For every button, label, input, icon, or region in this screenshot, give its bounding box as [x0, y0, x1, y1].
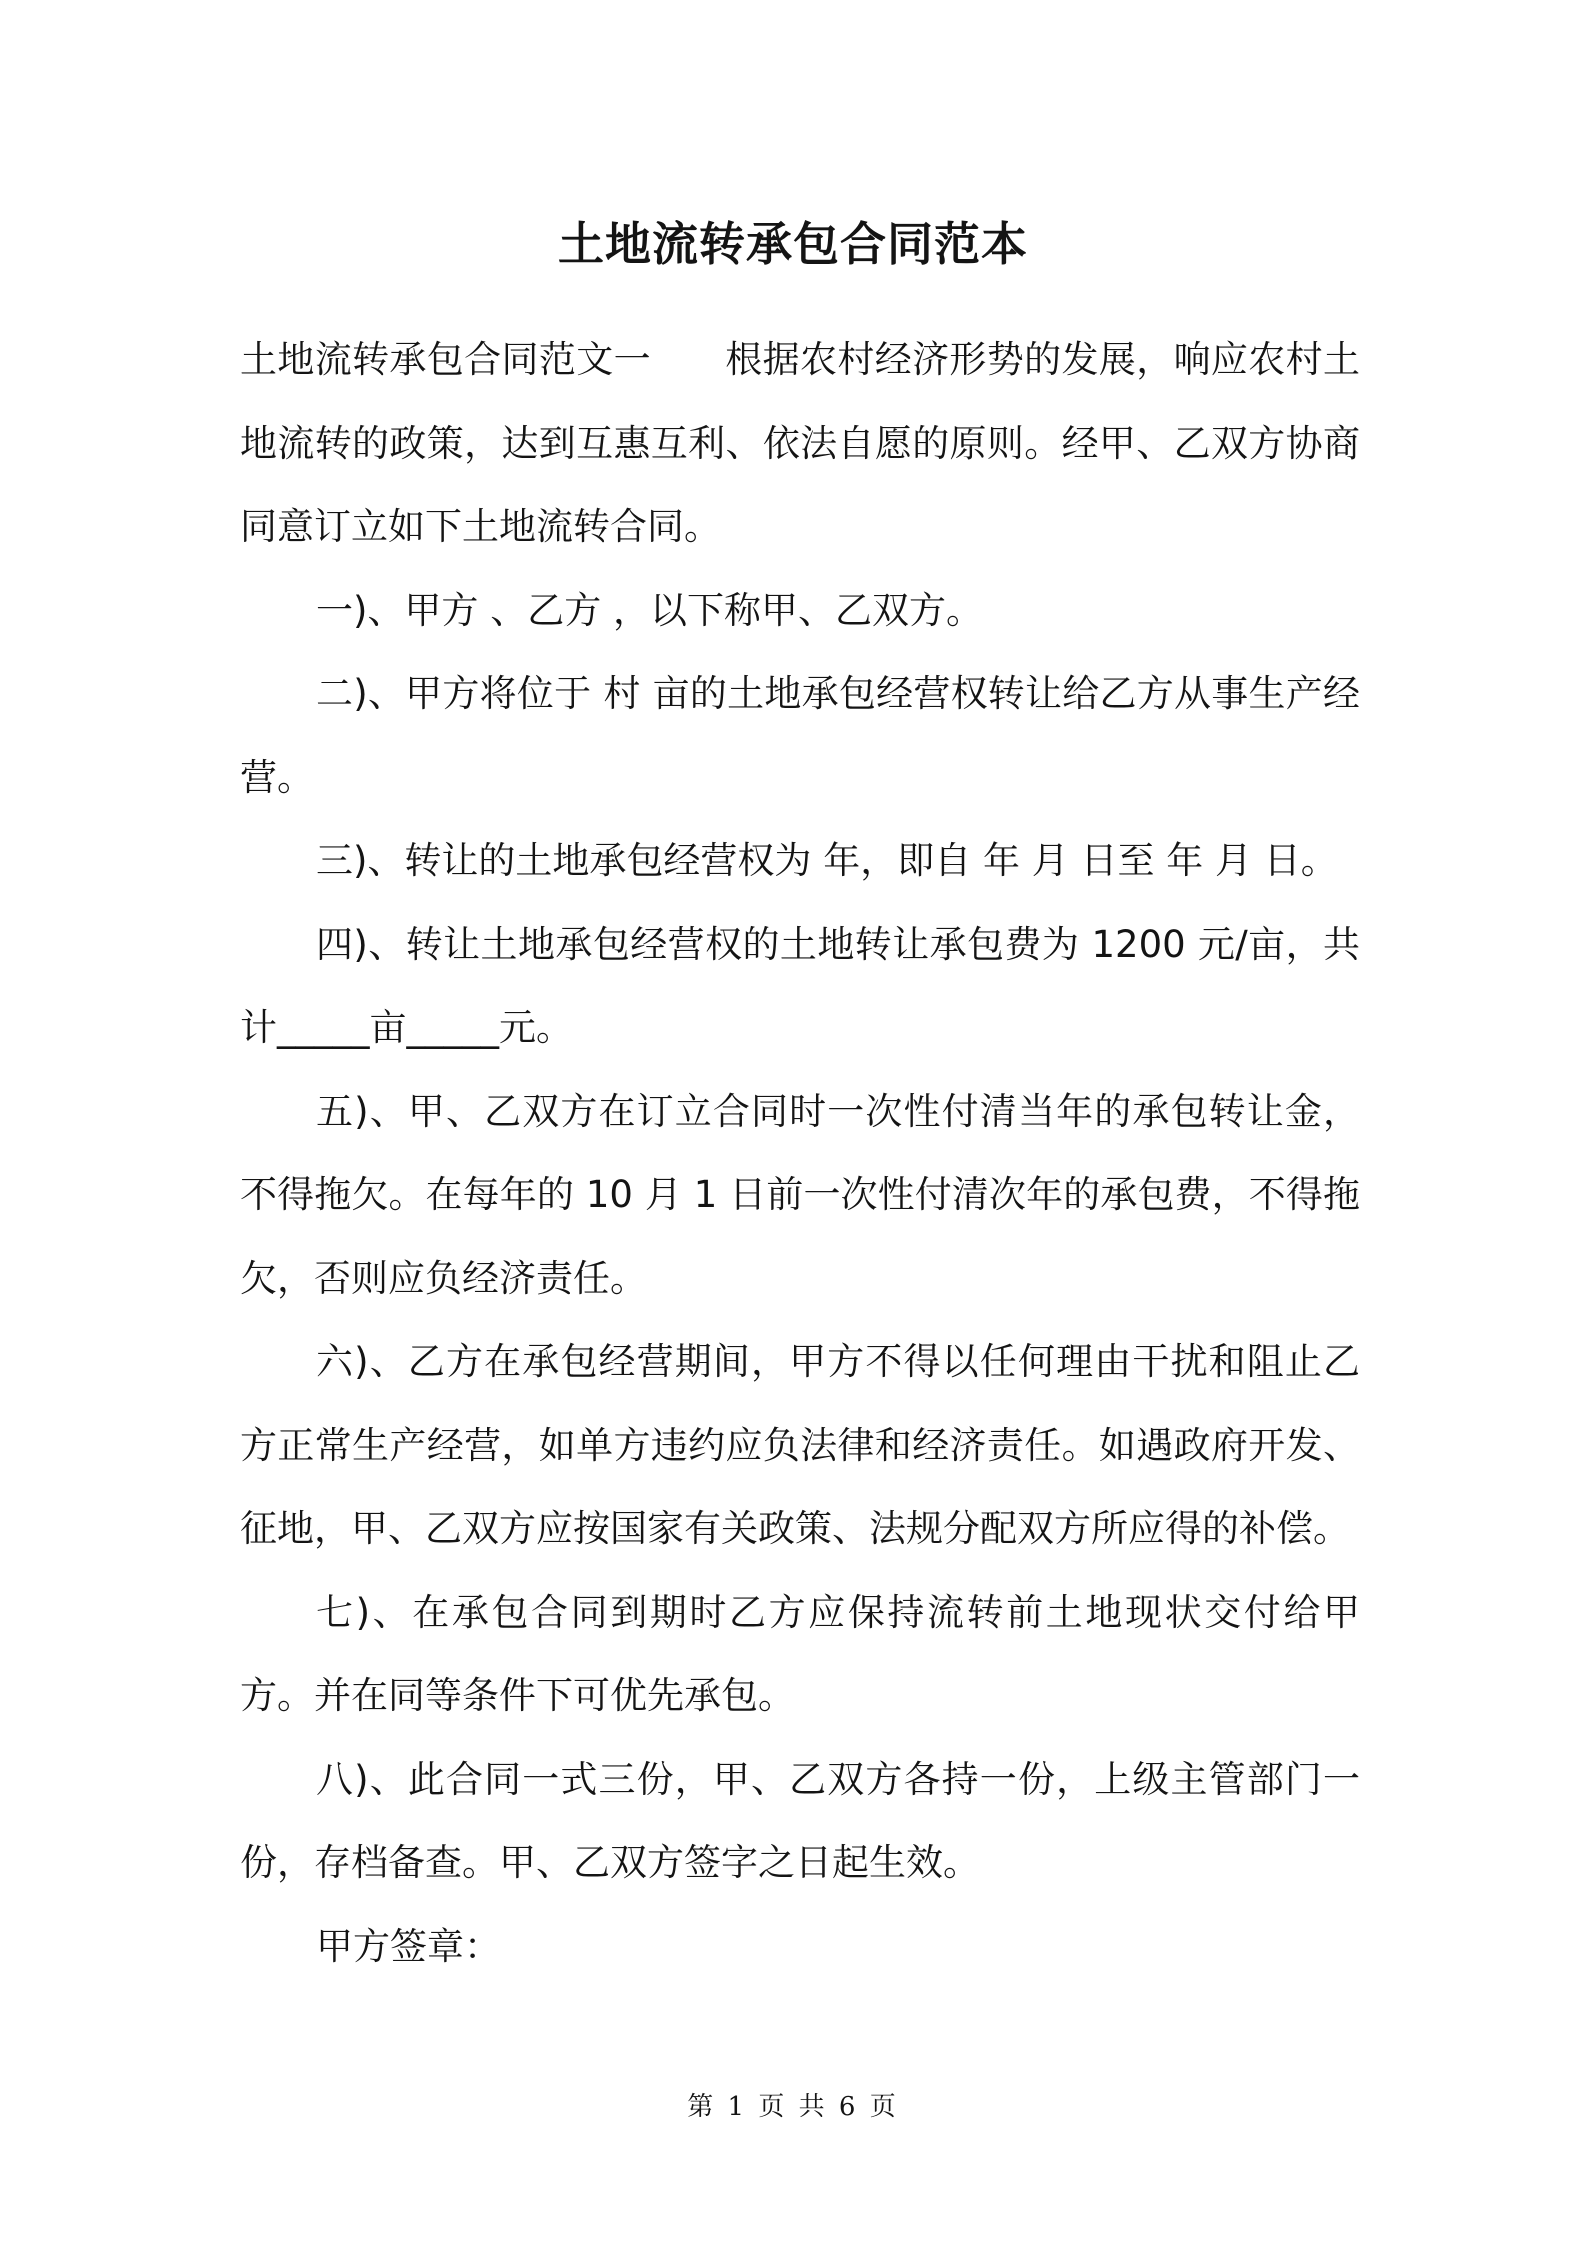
clause-1: 一)、甲方 、乙方 ，以下称甲、乙双方。: [316, 588, 983, 632]
intro-heading: 土地流转承包合同范文一: [240, 338, 651, 381]
signature-label: 甲方签章：: [316, 1924, 501, 1968]
clause-5: 五)、甲、乙双方在订立合同时一次性付清当年的承包转让金，不得拖欠。在每年的 10 月 1 日前一次性付清次年的承包费，不得拖欠，否则应负经济责任。: [240, 1089, 1360, 1300]
clause-2: 二)、甲方将位于 村 亩的土地承包经营权转让给乙方从事生产经营。: [240, 672, 1360, 799]
clause-3: 三)、转让的土地承包经营权为 年，即自 年 月 日至 年 月 日。: [316, 839, 1338, 882]
clause-4: 四)、转让土地承包经营权的土地转让承包费为 1200 元/亩，共计_____亩_____元。: [240, 922, 1360, 1049]
intro-paragraph: [240, 318, 1360, 569]
document-title: 土地流转承包合同范本: [558, 217, 1028, 271]
page-indicator: 第 1 页 共 6 页: [687, 2092, 899, 2122]
clause-8: 八)、此合同一式三份，甲、乙双方各持一份，上级主管部门一份，存档备查。甲、乙双方签字之日起生效。: [240, 1757, 1360, 1884]
clause-6: 六)、乙方在承包经营期间，甲方不得以任何理由干扰和阻止乙方正常生产经营，如单方违约应负法律和经济责任。如遇政府开发、征地，甲、乙双方应按国家有关政策、法规分配双方所应得的补偿。: [240, 1340, 1360, 1550]
document-body: [240, 318, 1360, 1988]
intro-text: 根据农村经济形势的发展，响应农村土地流转的政策，达到互惠互利、依法自愿的原则。经甲、乙双方协商同意订立如下土地流转合同。: [240, 338, 1361, 548]
clause-7: 七)、在承包合同到期时乙方应保持流转前土地现状交付给甲方。并在同等条件下可优先承包。: [240, 1590, 1360, 1717]
